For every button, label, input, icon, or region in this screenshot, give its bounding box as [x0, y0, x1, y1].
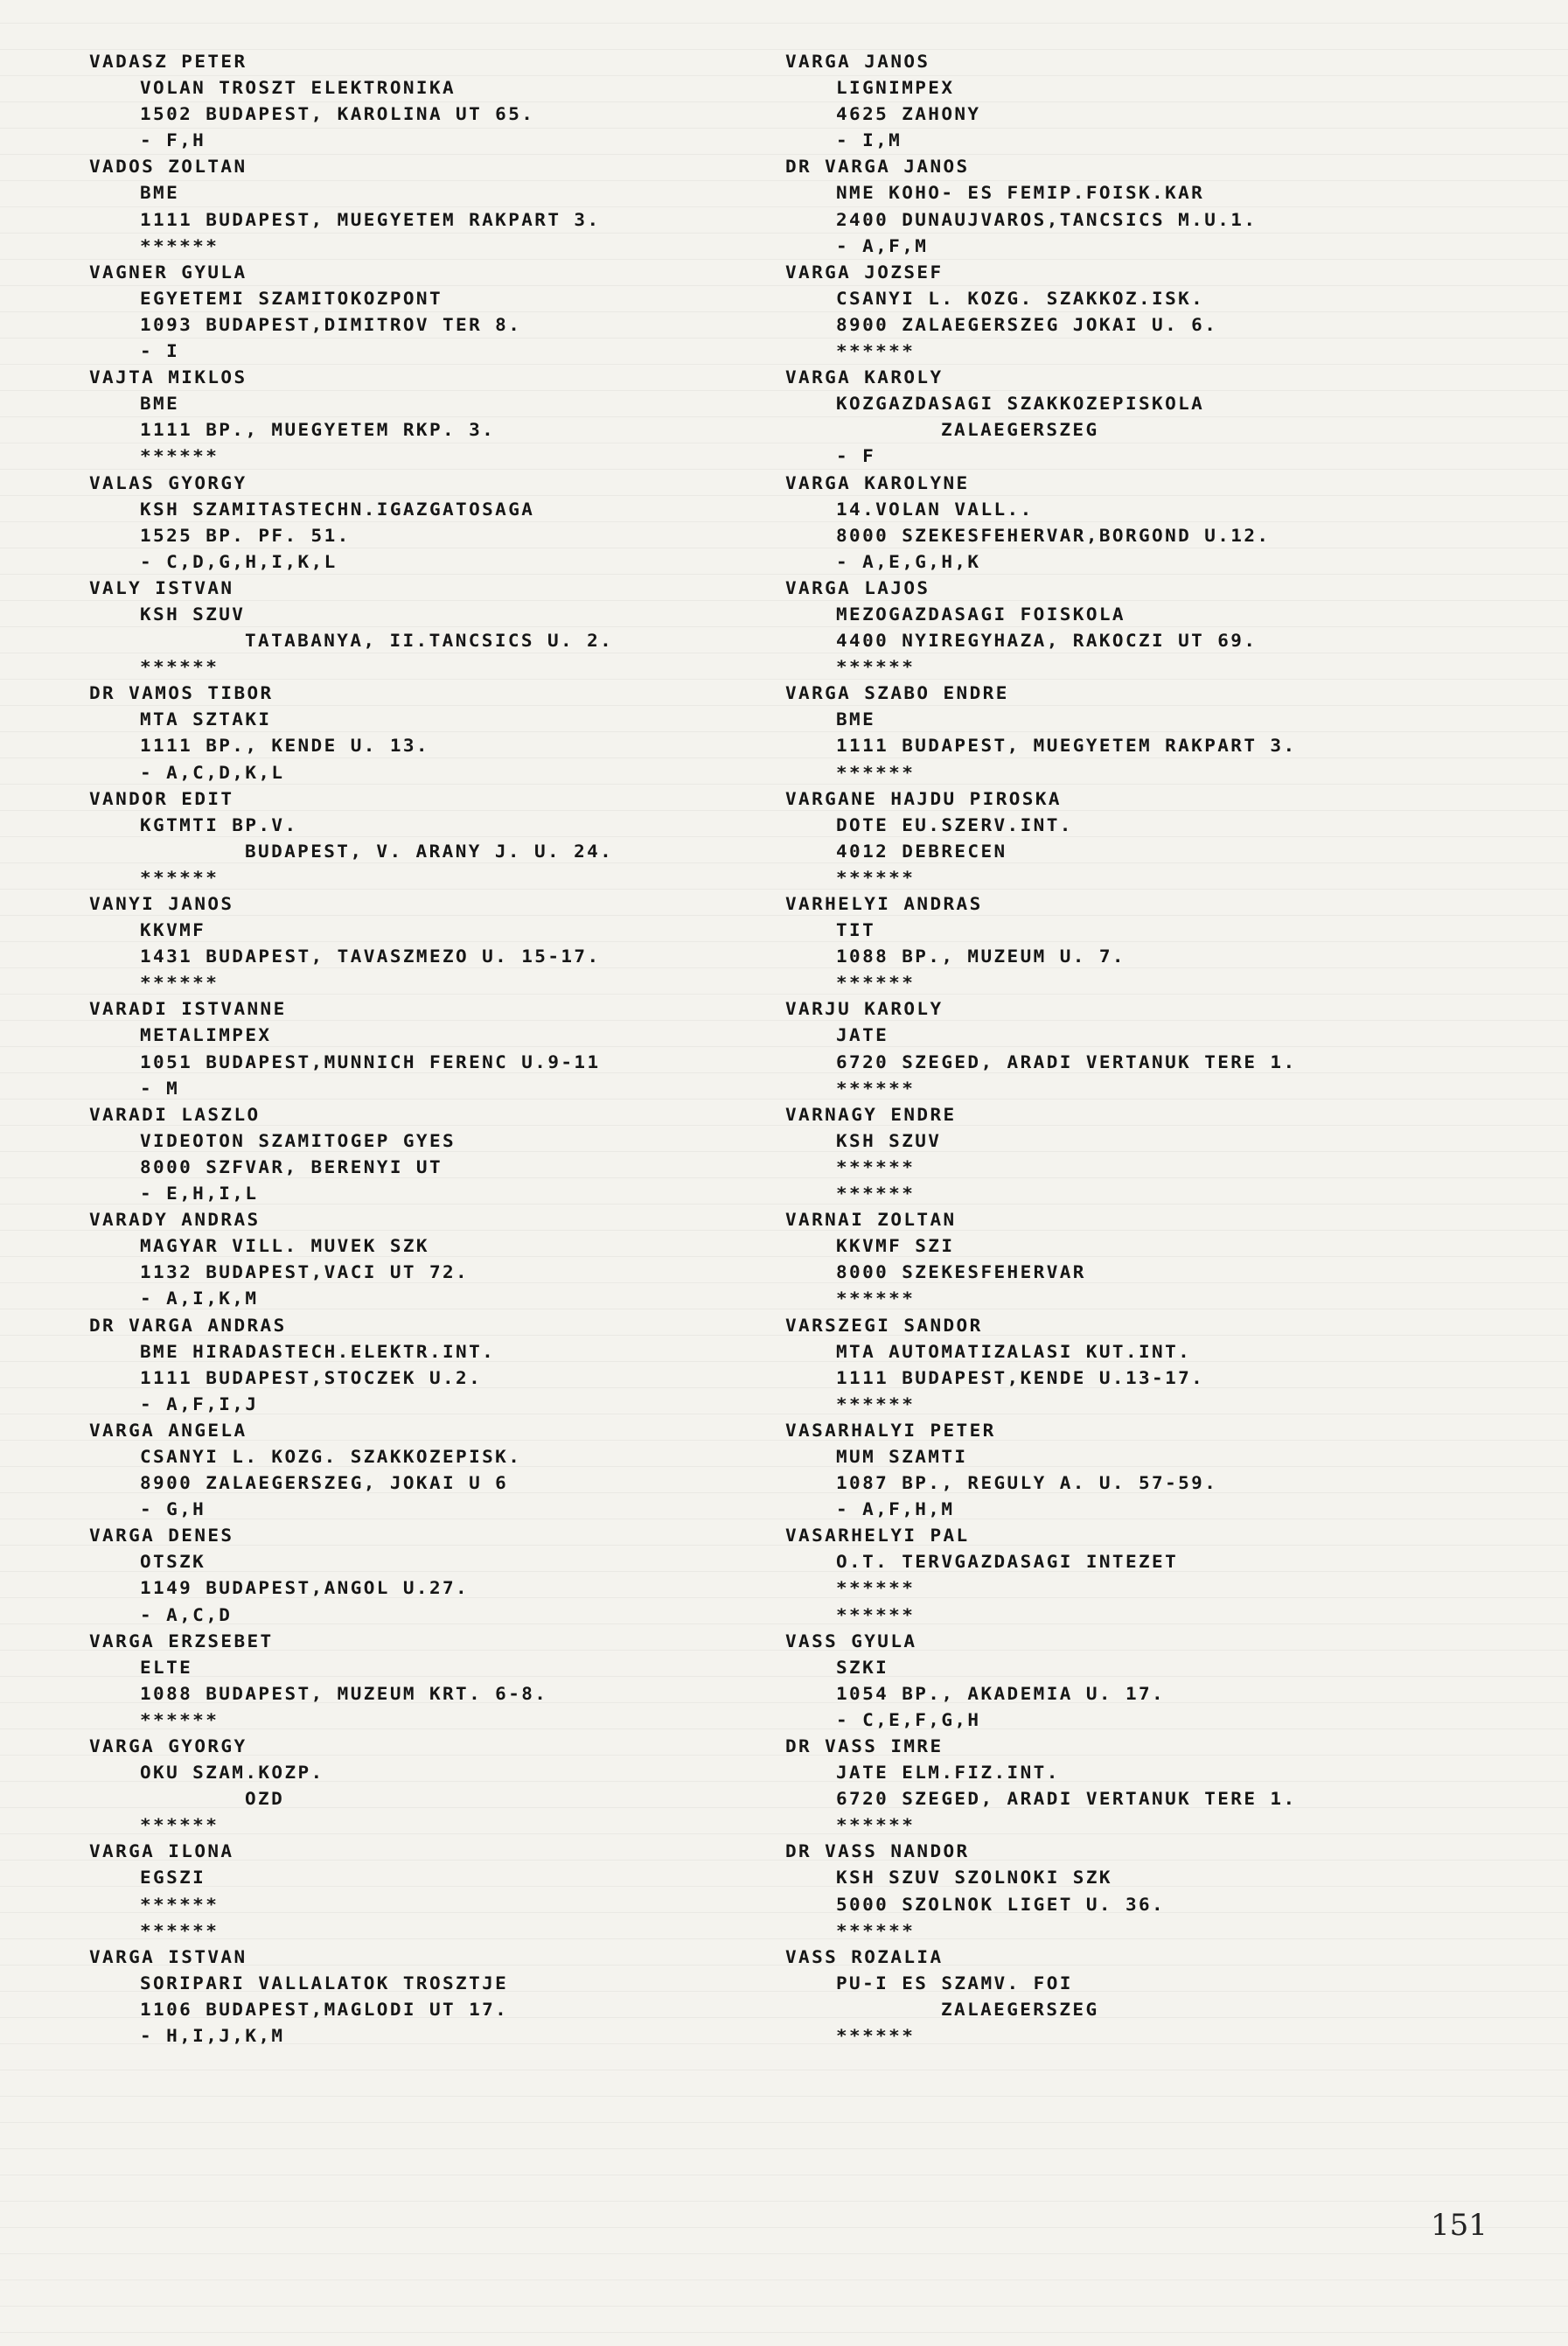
entry-detail-line: KKVMF	[140, 919, 206, 940]
entry-codes: ******	[836, 762, 916, 783]
entry-detail-line: 6720 SZEGED, ARADI VERTANUK TERE 1.	[836, 1051, 1297, 1072]
directory-entry	[785, 1734, 1502, 1839]
entry-detail-line: 5000 SZOLNOK LIGET U. 36.	[836, 1894, 1166, 1915]
entry-detail-line: 4012 DEBRECEN	[836, 841, 1007, 862]
entry-detail-line: KKVMF SZI	[836, 1236, 955, 1256]
entry-detail-line: EGSZI	[140, 1868, 206, 1889]
entry-detail-line: 14.VOLAN VALL..	[836, 499, 1034, 520]
directory-entry	[785, 260, 1502, 365]
directory-entry	[89, 1629, 806, 1734]
entry-detail-line: BME	[140, 394, 180, 414]
entry-name: DR VARGA JANOS	[785, 157, 970, 178]
entry-name: VARGA JOZSEF	[785, 262, 944, 283]
entry-detail-line: JATE	[836, 1025, 889, 1046]
entry-name: VARGA GYORGY	[89, 1735, 247, 1756]
directory-entry	[785, 681, 1502, 785]
entry-codes: ******	[140, 235, 220, 256]
entry-detail-line: PU-I ES SZAMV. FOI	[836, 1972, 1073, 1993]
entry-name: VARNAI ZOLTAN	[785, 1209, 957, 1230]
directory-entry	[89, 681, 806, 785]
entry-codes: ******	[836, 867, 916, 888]
entry-codes: ******	[140, 867, 220, 888]
entry-detail-line: 8000 SZEKESFEHERVAR	[836, 1262, 1086, 1282]
entry-name: VARADI ISTVANNE	[89, 999, 287, 1020]
entry-detail-line: KSH SZUV	[836, 1130, 942, 1151]
entry-detail-line: 4400 NYIREGYHAZA, RAKOCZI UT 69.	[836, 630, 1258, 651]
entry-codes: - A,F,M	[836, 235, 929, 256]
directory-entry	[785, 1418, 1502, 1523]
directory-entry	[89, 49, 806, 154]
entry-name: VASARHELYI PAL	[785, 1526, 970, 1546]
entry-name: VASARHALYI PETER	[785, 1420, 996, 1441]
entry-detail-line: VOLAN TROSZT ELEKTRONIKA	[140, 77, 456, 98]
entry-detail-line: 1132 BUDAPEST,VACI UT 72.	[140, 1262, 470, 1282]
entry-detail-line: 1431 BUDAPEST, TAVASZMEZO U. 15-17.	[140, 946, 601, 967]
entry-detail-line: 1051 BUDAPEST,MUNNICH FERENC U.9-11	[140, 1051, 601, 1072]
directory-entry	[89, 154, 806, 259]
entry-detail-line: MTA SZTAKI	[140, 709, 272, 730]
entry-codes: - A,F,I,J	[140, 1393, 259, 1414]
entry-detail-line: 1111 BUDAPEST,KENDE U.13-17.	[836, 1367, 1205, 1388]
entry-codes: ******	[140, 1920, 220, 1941]
entry-codes: ******	[140, 446, 220, 467]
entry-detail-line: ZALAEGERSZEG	[941, 420, 1099, 440]
right-column	[785, 49, 1502, 2049]
entry-name: VALY ISTVAN	[89, 577, 234, 598]
entry-detail-line: MAGYAR VILL. MUVEK SZK	[140, 1236, 429, 1256]
entry-detail-line: SZKI	[836, 1657, 889, 1678]
entry-codes: - A,I,K,M	[140, 1288, 259, 1309]
entry-codes: - A,E,G,H,K	[836, 551, 981, 572]
entry-detail-line: 1111 BUDAPEST, MUEGYETEM RAKPART 3.	[836, 736, 1297, 757]
entry-name: VARGA KAROLY	[785, 367, 944, 388]
entry-detail-line: KSH SZAMITASTECHN.IGAZGATOSAGA	[140, 499, 535, 520]
entry-detail-line: MUM SZAMTI	[836, 1446, 968, 1467]
entry-detail-line: CSANYI L. KOZG. SZAKKOZEPISK.	[140, 1446, 522, 1467]
entry-detail-line: 8900 ZALAEGERSZEG, JOKAI U 6	[140, 1472, 509, 1493]
entry-name: VARNAGY ENDRE	[785, 1104, 957, 1125]
entry-detail-line: LIGNIMPEX	[836, 77, 955, 98]
entry-detail-line: 2400 DUNAUJVAROS,TANCSICS M.U.1.	[836, 209, 1258, 230]
directory-entry	[785, 49, 1502, 154]
entry-detail-line: 8900 ZALAEGERSZEG JOKAI U. 6.	[836, 314, 1218, 335]
entry-codes: ******	[836, 2025, 916, 2046]
entry-name: VARGA SZABO ENDRE	[785, 683, 1009, 703]
entry-name: DR VASS IMRE	[785, 1735, 944, 1756]
entry-name: VARJU KAROLY	[785, 999, 944, 1020]
entry-codes: - G,H	[140, 1499, 206, 1519]
page-number: 151	[1431, 2208, 1488, 2243]
directory-entry	[785, 1839, 1502, 1944]
directory-entry	[785, 1207, 1502, 1312]
directory-entry	[89, 1102, 806, 1207]
directory-entry	[89, 576, 806, 681]
entry-detail-line: EGYETEMI SZAMITOKOZPONT	[140, 288, 443, 309]
entry-detail-line: ******	[140, 1894, 220, 1915]
directory-entry	[785, 786, 1502, 891]
entry-detail-line: 1111 BUDAPEST,STOCZEK U.2.	[140, 1367, 483, 1388]
entry-codes: ******	[140, 1815, 220, 1835]
entry-codes: ******	[140, 1709, 220, 1730]
entry-name: VALAS GYORGY	[89, 472, 247, 493]
entry-codes: ******	[140, 973, 220, 993]
entry-name: VANDOR EDIT	[89, 788, 234, 809]
entry-name: VADOS ZOLTAN	[89, 157, 247, 178]
entry-detail-line: KGTMTI BP.V.	[140, 814, 298, 835]
entry-detail-line: O.T. TERVGAZDASAGI INTEZET	[836, 1552, 1179, 1572]
entry-name: VARADI LASZLO	[89, 1104, 261, 1125]
entry-codes: - A,F,H,M	[836, 1499, 955, 1519]
entry-name: VARGA DENES	[89, 1526, 234, 1546]
entry-codes: - F,H	[140, 130, 206, 150]
directory-entry	[89, 1418, 806, 1523]
entry-detail-line: BME HIRADASTECH.ELEKTR.INT.	[140, 1341, 496, 1362]
entry-name: DR VAMOS TIBOR	[89, 683, 274, 703]
entry-codes: ******	[836, 1604, 916, 1625]
entry-name: VARGA LAJOS	[785, 577, 930, 598]
entry-codes: ******	[836, 1920, 916, 1941]
entry-detail-line: JATE ELM.FIZ.INT.	[836, 1762, 1060, 1783]
entry-detail-line: DOTE EU.SZERV.INT.	[836, 814, 1073, 835]
entry-codes: ******	[836, 1078, 916, 1099]
entry-name: VARHELYI ANDRAS	[785, 893, 983, 914]
entry-codes: ******	[836, 1183, 916, 1204]
entry-name: VARGANE HAJDU PIROSKA	[785, 788, 1062, 809]
entry-name: VARGA KAROLYNE	[785, 472, 970, 493]
entry-codes: - M	[140, 1078, 180, 1099]
directory-entry	[785, 1313, 1502, 1418]
entry-codes: - E,H,I,L	[140, 1183, 259, 1204]
directory-entry	[89, 1523, 806, 1628]
entry-detail-line: 1502 BUDAPEST, KAROLINA UT 65.	[140, 104, 535, 124]
entry-detail-line: 1149 BUDAPEST,ANGOL U.27.	[140, 1578, 470, 1599]
entry-codes: - A,C,D,K,L	[140, 762, 285, 783]
entry-codes: ******	[836, 973, 916, 993]
directory-entry	[89, 1839, 806, 1944]
entry-detail-line: OTSZK	[140, 1552, 206, 1572]
entry-name: VASS ROZALIA	[785, 1946, 944, 1967]
entry-codes: - A,C,D	[140, 1604, 233, 1625]
entry-detail-line: OZD	[245, 1789, 285, 1809]
entry-detail-line: 1111 BP., MUEGYETEM RKP. 3.	[140, 420, 496, 440]
entry-detail-line: BUDAPEST, V. ARANY J. U. 24.	[245, 841, 614, 862]
entry-detail-line: 1111 BUDAPEST, MUEGYETEM RAKPART 3.	[140, 209, 601, 230]
entry-name: DR VARGA ANDRAS	[89, 1315, 287, 1336]
entry-detail-line: TATABANYA, II.TANCSICS U. 2.	[245, 630, 614, 651]
entry-codes: - I	[140, 340, 180, 361]
entry-detail-line: 8000 SZFVAR, BERENYI UT	[140, 1156, 443, 1177]
entry-codes: ******	[836, 657, 916, 677]
directory-entry	[785, 1102, 1502, 1207]
entry-name: VADASZ PETER	[89, 51, 247, 72]
entry-name: VARADY ANDRAS	[89, 1209, 261, 1230]
left-column	[89, 49, 806, 2049]
directory-entry	[785, 996, 1502, 1101]
entry-detail-line: SORIPARI VALLALATOK TROSZTJE	[140, 1972, 509, 1993]
entry-detail-line: METALIMPEX	[140, 1025, 272, 1046]
directory-entry	[89, 1313, 806, 1418]
directory-entry	[785, 365, 1502, 470]
directory-entry	[89, 1945, 806, 2049]
directory-entry	[89, 891, 806, 996]
entry-detail-line: 1088 BP., MUZEUM U. 7.	[836, 946, 1125, 967]
entry-detail-line: 1088 BUDAPEST, MUZEUM KRT. 6-8.	[140, 1683, 548, 1704]
entry-detail-line: BME	[140, 183, 180, 204]
entry-codes: ******	[836, 340, 916, 361]
entry-name: DR VASS NANDOR	[785, 1841, 970, 1862]
entry-detail-line: KSH SZUV	[140, 604, 246, 625]
entry-detail-line: ZALAEGERSZEG	[941, 1999, 1099, 2020]
entry-codes: - I,M	[836, 130, 902, 150]
entry-name: VAGNER GYULA	[89, 262, 247, 283]
entry-codes: - H,I,J,K,M	[140, 2025, 285, 2046]
entry-detail-line: ******	[836, 1578, 916, 1599]
entry-codes: - C,D,G,H,I,K,L	[140, 551, 338, 572]
directory-entry	[785, 1945, 1502, 2049]
directory-entry	[89, 260, 806, 365]
entry-detail-line: BME	[836, 709, 876, 730]
entry-detail-line: MEZOGAZDASAGI FOISKOLA	[836, 604, 1125, 625]
directory-entry	[89, 1207, 806, 1312]
entry-name: VARGA ERZSEBET	[89, 1630, 274, 1651]
entry-detail-line: ELTE	[140, 1657, 193, 1678]
entry-name: VARGA ILONA	[89, 1841, 234, 1862]
directory-entry	[89, 471, 806, 576]
directory-entry	[785, 1629, 1502, 1734]
entry-detail-line: ******	[836, 1156, 916, 1177]
directory-entry	[89, 365, 806, 470]
entry-detail-line: 6720 SZEGED, ARADI VERTANUK TERE 1.	[836, 1789, 1297, 1809]
directory-entry	[89, 786, 806, 891]
entry-detail-line: KSH SZUV SZOLNOKI SZK	[836, 1868, 1112, 1889]
entry-detail-line: OKU SZAM.KOZP.	[140, 1762, 324, 1783]
entry-detail-line: NME KOHO- ES FEMIP.FOISK.KAR	[836, 183, 1205, 204]
entry-name: VANYI JANOS	[89, 893, 234, 914]
entry-detail-line: 4625 ZAHONY	[836, 104, 981, 124]
entry-detail-line: 1087 BP., REGULY A. U. 57-59.	[836, 1472, 1218, 1493]
directory-entry	[785, 471, 1502, 576]
entry-detail-line: 1054 BP., AKADEMIA U. 17.	[836, 1683, 1166, 1704]
entry-codes: - C,E,F,G,H	[836, 1709, 981, 1730]
entry-codes: ******	[836, 1288, 916, 1309]
entry-codes: ******	[836, 1393, 916, 1414]
entry-codes: ******	[140, 657, 220, 677]
entry-name: VAJTA MIKLOS	[89, 367, 247, 388]
directory-entry	[785, 891, 1502, 996]
directory-entry	[785, 1523, 1502, 1628]
entry-codes: - F	[836, 446, 876, 467]
entry-detail-line: TIT	[836, 919, 876, 940]
entry-detail-line: 1111 BP., KENDE U. 13.	[140, 736, 429, 757]
entry-name: VARGA ISTVAN	[89, 1946, 247, 1967]
entry-detail-line: VIDEOTON SZAMITOGEP GYES	[140, 1130, 456, 1151]
entry-name: VASS GYULA	[785, 1630, 917, 1651]
directory-entry	[89, 996, 806, 1101]
entry-name: VARSZEGI SANDOR	[785, 1315, 983, 1336]
directory-entry	[89, 1734, 806, 1839]
entry-detail-line: KOZGAZDASAGI SZAKKOZEPISKOLA	[836, 394, 1205, 414]
entry-detail-line: 1093 BUDAPEST,DIMITROV TER 8.	[140, 314, 522, 335]
directory-entry	[785, 154, 1502, 259]
entry-name: VARGA JANOS	[785, 51, 930, 72]
directory-entry	[785, 576, 1502, 681]
entry-detail-line: 1525 BP. PF. 51.	[140, 525, 351, 546]
entry-detail-line: CSANYI L. KOZG. SZAKKOZ.ISK.	[836, 288, 1205, 309]
entry-name: VARGA ANGELA	[89, 1420, 247, 1441]
entry-detail-line: 1106 BUDAPEST,MAGLODI UT 17.	[140, 1999, 509, 2020]
entry-detail-line: MTA AUTOMATIZALASI KUT.INT.	[836, 1341, 1192, 1362]
entry-codes: ******	[836, 1815, 916, 1835]
entry-detail-line: 8000 SZEKESFEHERVAR,BORGOND U.12.	[836, 525, 1271, 546]
